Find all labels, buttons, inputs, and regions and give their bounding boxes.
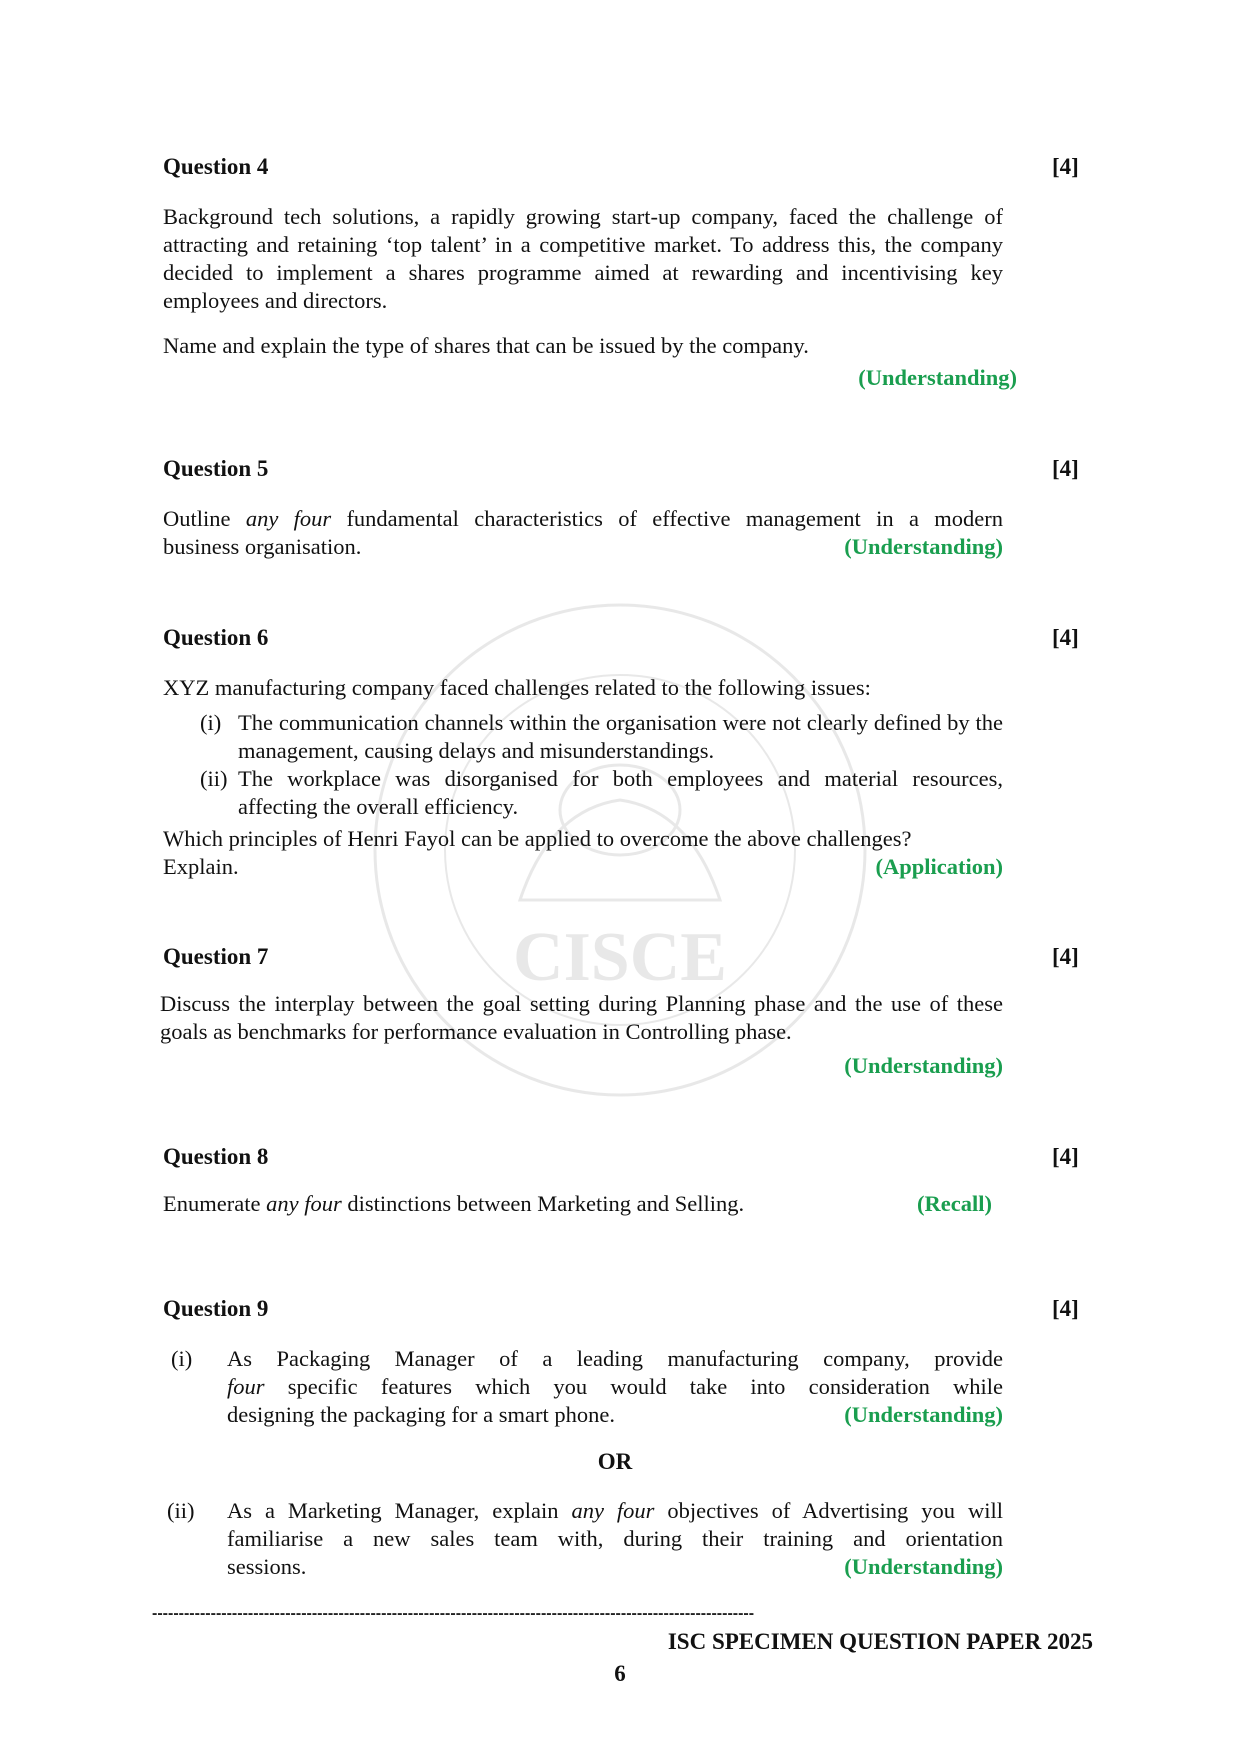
question-4-body: Background tech solutions, a rapidly growing start-up company, faced the challenge of attracting and retaining ‘top talent’ in a competitive market. To address this, the company decided to implement a shares programme aimed at rewarding and incentivising key employees and directors. [163,204,1003,313]
question-9-part-i-text: specific features which you would take into consideration while [264,1374,1003,1399]
page-number: 6 [614,1661,626,1686]
question-8-level: (Recall) [917,1191,992,1216]
question-8-marks: [4] [1052,1144,1079,1169]
question-9-title: Question 9 [163,1296,269,1321]
question-8-text-b: distinctions between Marketing and Selling. [341,1191,745,1216]
question-9-part-ii-text-b: objectives of Advertising you will [654,1498,1003,1523]
question-4-level: (Understanding) [858,365,1017,390]
question-7-title: Question 7 [163,944,269,969]
footer-divider: ----------------------------------------------------------------------------------------------------------------- [152,1605,755,1622]
question-6-closing: Which principles of Henri Fayol can be applied to overcome the above challenges? [163,826,912,851]
question-6-closing-line2 [163,853,1003,881]
question-9-part-ii-line2: familiarise a new sales team with, during their training and orientation [227,1526,1003,1551]
question-9-part-ii-text-end: sessions. [227,1554,307,1579]
question-9-part-i-line3 [227,1401,1003,1429]
question-9-marks: [4] [1052,1296,1079,1321]
question-4-marks: [4] [1052,154,1079,179]
question-9-part-ii-level: (Understanding) [844,1554,1003,1579]
question-9-part-i-line2 [227,1373,1003,1401]
question-8-text-a: Enumerate [163,1191,267,1216]
question-6-item-1-text: The communication channels within the organisation were not clearly defined by the management, causing delays and misunderstandings. [238,710,1003,763]
question-5-title: Question 5 [163,456,269,481]
question-9-part-i-level: (Understanding) [844,1402,1003,1427]
question-6-explain: Explain. [163,854,239,879]
svg-text:CISCE: CISCE [513,919,727,996]
question-9-part-ii-number: (ii) [167,1498,195,1523]
question-4-title: Question 4 [163,154,269,179]
question-9-part-i-emphasis: four [227,1374,265,1399]
question-9-part-i-text-end: designing the packaging for a smart phone. [227,1402,616,1427]
question-9-part-ii-emphasis: any four [571,1498,655,1523]
question-8-emphasis: any four [266,1191,342,1216]
question-5-line1 [163,505,1003,533]
question-6-level: (Application) [875,854,1003,879]
question-8-body [163,1190,744,1218]
question-7-level: (Understanding) [844,1053,1003,1078]
question-9-part-i-number: (i) [171,1346,193,1371]
question-7-marks: [4] [1052,944,1079,969]
question-5-text-b: fundamental characteristics of effective management in a modern [331,506,1003,531]
question-6-item-2-text: The workplace was disorganised for both employees and material resources, affecting the overall efficiency. [238,766,1003,819]
question-6-marks: [4] [1052,625,1079,650]
question-9-part-ii-line1 [227,1497,1003,1525]
question-6-title: Question 6 [163,625,269,650]
question-9-or: OR [597,1449,633,1474]
question-6-item-2-number: (ii) [200,766,228,791]
question-9-part-i-line1: As Packaging Manager of a leading manufacturing company, provide [227,1346,1003,1371]
question-6-intro: XYZ manufacturing company faced challenges related to the following issues: [163,675,871,700]
question-5-emphasis: any four [245,506,332,531]
question-5-text-c: business organisation. [163,534,362,559]
question-9-part-ii-text-a: As a Marketing Manager, explain [227,1498,572,1523]
question-8-title: Question 8 [163,1144,269,1169]
question-5-level: (Understanding) [844,534,1003,559]
question-7-body: Discuss the interplay between the goal setting during Planning phase and the use of these goals as benchmarks for performance evaluation in Controlling phase. [160,991,1003,1044]
question-5-line2 [163,533,1003,561]
question-6-item-1-number: (i) [200,710,222,735]
question-9-part-ii-line3 [227,1553,1003,1581]
question-5-text-a: Outline [163,506,246,531]
question-4-prompt: Name and explain the type of shares that can be issued by the company. [163,333,809,358]
footer-title: ISC SPECIMEN QUESTION PAPER 2025 [667,1629,1093,1654]
question-5-marks: [4] [1052,456,1079,481]
